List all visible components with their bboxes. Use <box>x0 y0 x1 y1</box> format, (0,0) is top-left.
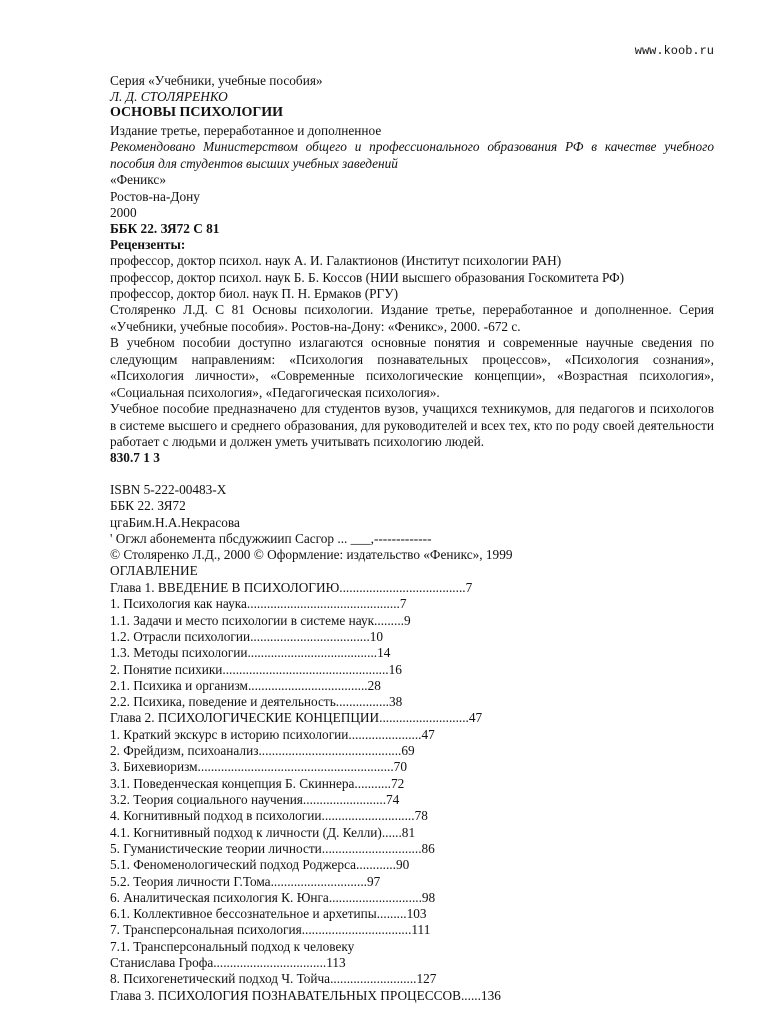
toc-heading: ОГЛАВЛЕНИЕ <box>110 563 198 578</box>
toc-entry[interactable]: 8. Психогенетический подход Ч. Тойча..........................127 <box>110 971 437 986</box>
toc-entry[interactable]: 5.2. Теория личности Г.Тома.............................97 <box>110 874 381 889</box>
copyright: © Столяренко Л.Д., 2000 © Оформление: издательство «Феникс», 1999 <box>110 547 513 562</box>
toc-entry[interactable]: 1.2. Отрасли психологии....................................10 <box>110 629 384 644</box>
series-line: Серия «Учебники, учебные пособия» <box>110 73 323 88</box>
year: 2000 <box>110 205 137 220</box>
audience-note: Учебное пособие предназначено для студентов вузов, учащихся техникумов, для педагогов и психологов в системе высшего и среднего образования, для руководителей и всех тех, кто по роду своей деятельности работает с людьми и должен уметь учитывать психологию людей. <box>110 401 714 449</box>
reviewers-heading: Рецензенты: <box>110 237 186 252</box>
library-stamp-line: ' Огжл абонемента пбсдужжиип Сасгор ... ___,------------- <box>110 531 432 546</box>
toc-entry[interactable]: Станислава Грофа..................................113 <box>110 955 346 970</box>
toc-entry[interactable]: 2.1. Психика и организм....................................28 <box>110 678 381 693</box>
bbk-line: ББК 22. ЗЯ72 <box>110 498 186 513</box>
site-url: www.koob.ru <box>634 44 714 58</box>
publisher: «Феникс» <box>110 172 166 187</box>
reviewer-line: профессор, доктор биол. наук П. Н. Ермаков (РГУ) <box>110 286 399 301</box>
toc-entry[interactable]: 6. Аналитическая психология К. Юнга............................98 <box>110 890 436 905</box>
toc-entry[interactable]: 3.1. Поведенческая концепция Б. Скиннера...........72 <box>110 776 405 791</box>
recommendation: Рекомендовано Министерством общего и профессионального образования РФ в качестве учебного пособия для студентов высших учебных заведений <box>110 139 714 171</box>
toc-entry[interactable]: 4. Когнитивный подход в психологии............................78 <box>110 808 428 823</box>
author: Л. Д. СТОЛЯРЕНКО <box>110 89 228 104</box>
toc-entry[interactable]: 2. Фрейдизм, психоанализ...........................................69 <box>110 743 415 758</box>
toc-entry[interactable]: 7.1. Трансперсональный подход к человеку <box>110 939 355 954</box>
toc-entry[interactable]: 1.1. Задачи и место психологии в системе наук.........9 <box>110 613 411 628</box>
city: Ростов-на-Дону <box>110 189 200 204</box>
toc-entry[interactable]: 2.2. Психика, поведение и деятельность................38 <box>110 694 403 709</box>
toc-entry[interactable]: 2. Понятие психики..................................................16 <box>110 662 402 677</box>
abstract: В учебном пособии доступно излагаются основные понятия и современные научные сведения по следующим направлениям: «Психология познавательных процессов», «Психология сознания», «Психология личности», «Современные психологические концепции», «Возрастная психология», «Социальная психология», «Педагогическая психология». <box>110 335 714 400</box>
toc-entry[interactable]: 1. Психология как наука..............................................7 <box>110 596 407 611</box>
toc-entry[interactable]: 4.1. Когнитивный подход к личности (Д. Келли)......81 <box>110 825 416 840</box>
classification-code: 830.7 1 3 <box>110 450 160 465</box>
toc-entry[interactable]: Глава 1. ВВЕДЕНИЕ В ПСИХОЛОГИЮ......................................7 <box>110 580 473 595</box>
toc-entry[interactable]: 7. Трансперсональная психология.................................111 <box>110 922 431 937</box>
bbk-code: ББК 22. ЗЯ72 С 81 <box>110 221 220 236</box>
toc-entry[interactable]: 5.1. Феноменологический подход Роджерса............90 <box>110 857 410 872</box>
toc-entry[interactable]: 3.2. Теория социального научения.........................74 <box>110 792 400 807</box>
toc-entry[interactable]: Глава 2. ПСИХОЛОГИЧЕСКИЕ КОНЦЕПЦИИ...........................47 <box>110 710 483 725</box>
toc-entry[interactable]: 6.1. Коллективное бессознательное и архетипы.........103 <box>110 906 427 921</box>
toc-entry[interactable]: 1. Краткий экскурс в историю психологии......................47 <box>110 727 435 742</box>
toc-entry[interactable]: 3. Бихевиоризм...........................................................70 <box>110 759 407 774</box>
reviewer-line: профессор, доктор психол. наук А. И. Галактионов (Институт психологии РАН) <box>110 253 562 268</box>
reviewer-line: профессор, доктор психол. наук Б. Б. Коссов (НИИ высшего образования Госкомитета РФ) <box>110 270 625 285</box>
toc-entry[interactable]: Глава 3. ПСИХОЛОГИЯ ПОЗНАВАТЕЛЬНЫХ ПРОЦЕССОВ......136 <box>110 988 501 1003</box>
book-title: ОСНОВЫ ПСИХОЛОГИИ <box>110 105 284 120</box>
edition: Издание третье, переработанное и дополненное <box>110 123 382 138</box>
toc-entry[interactable]: 5. Гуманистические теории личности..............................86 <box>110 841 435 856</box>
isbn: ISBN 5-222-00483-Х <box>110 482 227 497</box>
bibliographic-record: Столяренко Л.Д. С 81 Основы психологии. Издание третье, переработанное и дополненное. Серия «Учебники, учебные пособия». Ростов-на-Дону: «Феникс», 2000. -672 с. <box>110 302 714 334</box>
library-stamp: цгаБим.Н.А.Некрасова <box>110 515 240 530</box>
toc-entry[interactable]: 1.3. Методы психологии.......................................14 <box>110 645 391 660</box>
